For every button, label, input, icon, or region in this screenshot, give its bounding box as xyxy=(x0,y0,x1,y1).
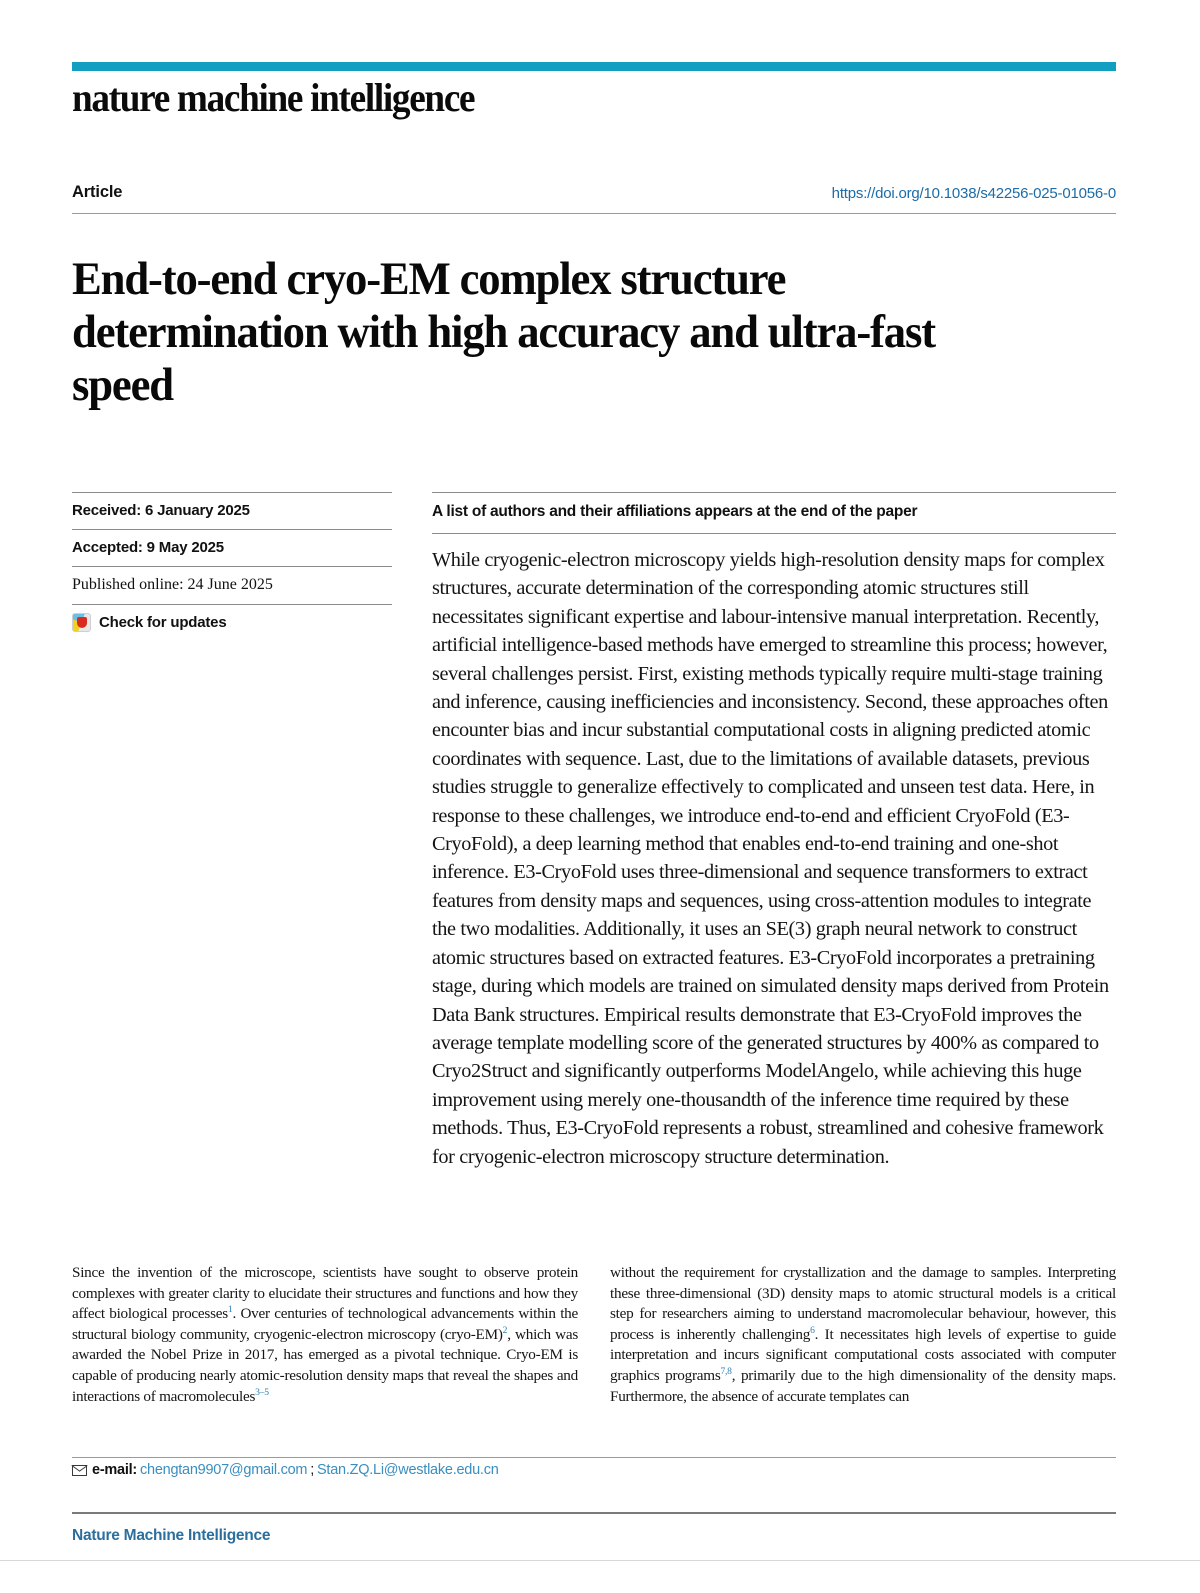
email-label: e-mail: xyxy=(92,1462,137,1478)
body-column-right: without the requirement for crystallization and the damage to samples. Interpreting these three-dimensional (3D) density maps to atomic structural models is a critical step for researchers aiming to understand macromolecular behaviour, however, this process is inherently challenging$^6$. It necessitates high levels of expertise to guide interpretation and incurs significant computational costs associated with computer graphics programs$^{7,8}$, primarily due to the high dimensionality of the density maps. Furthermore, the absence of accurate templates can xyxy=(610,1264,1116,1405)
authors-affiliations-note: A list of authors and their affiliations appears at the end of the paper xyxy=(432,492,1116,533)
email-separator: ; xyxy=(310,1462,314,1478)
page-title: End-to-end cryo-EM complex structure determination with high accuracy and ultra-fast speed xyxy=(72,253,935,412)
accepted-date: Accepted: 9 May 2025 xyxy=(72,529,392,566)
doi-link[interactable]: https://doi.org/10.1038/s42256-025-01056-0 xyxy=(831,185,1116,202)
received-date: Received: 6 January 2025 xyxy=(72,492,392,529)
abstract-text: While cryogenic-electron microscopy yields high-resolution density maps for complex structures, accurate determination of the corresponding atomic structures still necessitates significant expertise and labour-intensive manual interpretation. Recently, artificial intelligence-based methods have emerged to streamline this process; however, several challenges persist. First, existing methods typically require multi-stage training and inference, causing inefficiencies and inconsistency. Second, these approaches often encounter bias and incur substantial computational costs in aligning predicted atomic coordinates with sequence. Last, due to the limitations of available datasets, previous studies struggle to generalize effectively to complicated and unseen test data. Here, in response to these challenges, we introduce end-to-end and efficient CryoFold (E3-CryoFold), a deep learning method that enables end-to-end training and one-shot inference. E3-CryoFold uses three-dimensional and sequence transformers to extract features from density maps and sequences, using cross-attention modules to integrate the two modalities. Additionally, it uses an SE(3) graph neural network to construct atomic structures based on extracted features. E3-CryoFold incorporates a pretraining stage, during which models are trained on simulated density maps derived from Protein Data Bank structures. Empirical results demonstrate that E3-CryoFold improves the average template modelling score of the generated structures by 400% as compared to Cryo2Struct and significantly outperforms ModelAngelo, while achieving this huge improvement using merely one-thousandth of the inference time required by these methods. Thus, E3-CryoFold represents a robust, streamlined and cohesive framework for cryogenic-electron microscopy structure determination. xyxy=(432,533,1116,1171)
footer-journal-name: Nature Machine Intelligence xyxy=(72,1527,271,1544)
published-date: Published online: 24 June 2025 xyxy=(72,566,392,604)
body-column-left: Since the invention of the microscope, scientists have sought to observe protein complexes with greater clarity to elucidate their structures and functions and how they affect biological processes$^1$. Over centuries of technological advancements within the structural biology community, cryogenic-electron microscopy (cryo-EM)$^2$, which was awarded the Nobel Prize in 2017, has emerged as a pivotal technique. Cryo-EM is capable of producing nearly atomic-resolution density maps that reveal the shapes and interactions of macromolecules$^{3-5}$ xyxy=(72,1264,578,1405)
article-type-label: Article xyxy=(72,183,123,201)
check-for-updates-button[interactable] xyxy=(72,604,392,642)
crossmark-icon xyxy=(72,613,91,632)
correspondence-divider xyxy=(72,1457,1116,1458)
email-link-primary[interactable]: chengtan9907@gmail.com xyxy=(140,1462,308,1478)
envelope-icon xyxy=(72,1465,87,1476)
body-columns xyxy=(72,1263,1116,1407)
footer-divider xyxy=(72,1512,1116,1514)
journal-masthead: nature machine intelligence xyxy=(72,75,475,120)
article-metadata xyxy=(72,492,392,642)
correspondence-line xyxy=(72,1462,499,1478)
article-header-row xyxy=(72,183,1116,215)
check-for-updates-label: Check for updates xyxy=(99,614,227,631)
abstract-column xyxy=(432,492,1116,1171)
journal-accent-bar xyxy=(72,62,1116,71)
header-divider xyxy=(72,213,1116,214)
page-bottom-edge xyxy=(0,1560,1200,1561)
email-link-secondary[interactable]: Stan.ZQ.Li@westlake.edu.cn xyxy=(317,1462,499,1478)
